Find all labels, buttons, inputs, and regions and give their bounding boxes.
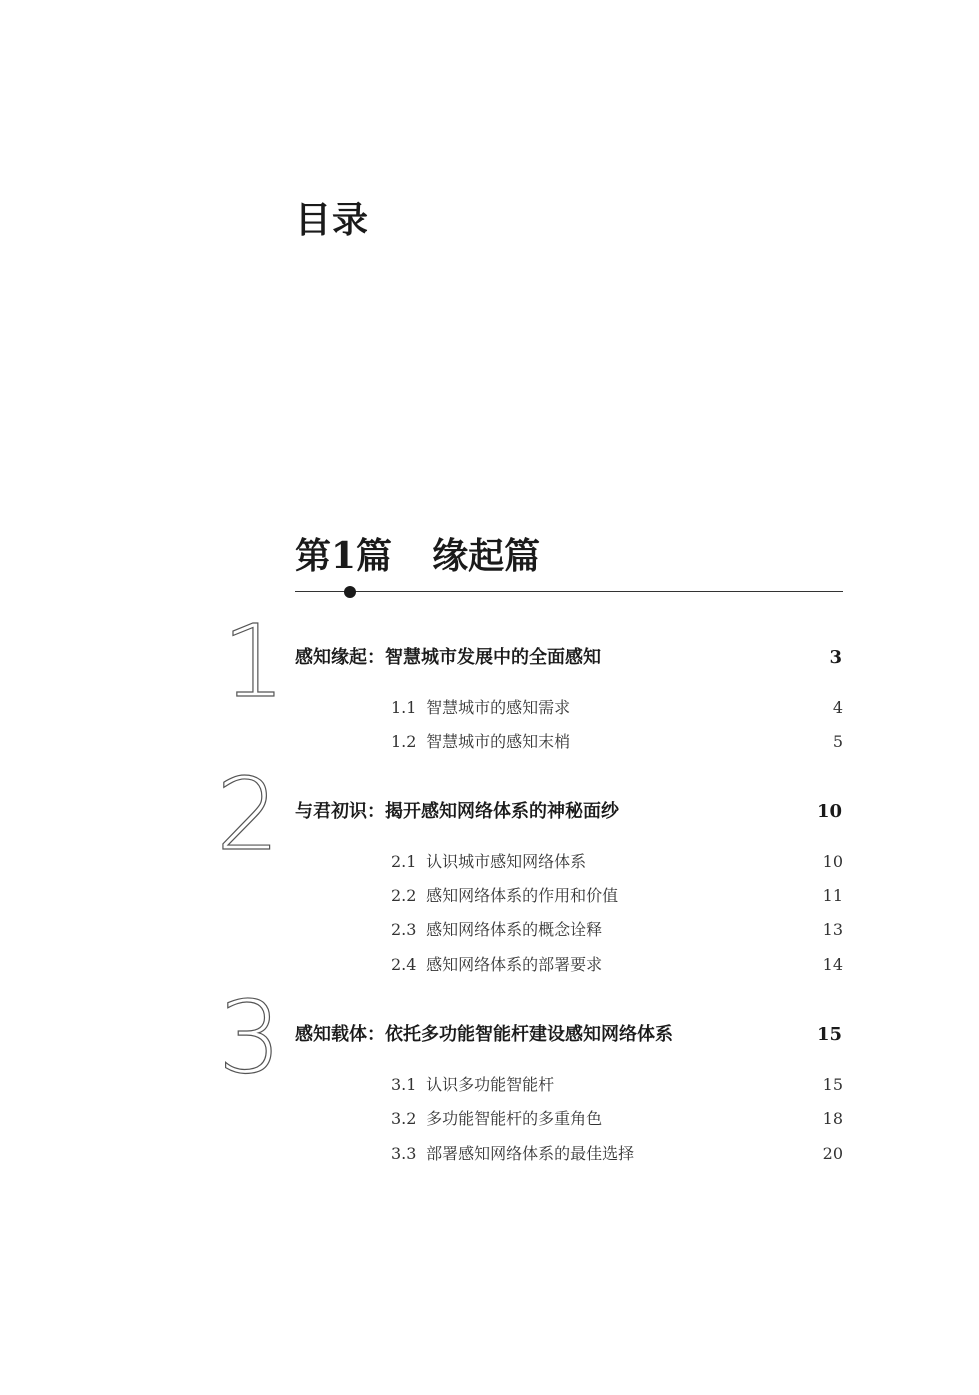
section-label: 感知网络体系的概念诠释 xyxy=(426,920,603,939)
part-divider-line xyxy=(295,591,843,592)
section-number: 3.2 xyxy=(391,1109,417,1128)
toc-section-row[interactable] xyxy=(391,851,843,873)
toc-section-row[interactable] xyxy=(391,1074,843,1096)
chapter-numeral-2: 2 xyxy=(216,756,280,873)
section-number: 2.3 xyxy=(391,920,417,939)
section-number: 3.3 xyxy=(391,1144,417,1163)
toc-section-row[interactable] xyxy=(391,731,843,753)
section-number: 1.1 xyxy=(391,698,417,717)
part-divider-dot xyxy=(344,586,356,598)
toc-section-row[interactable] xyxy=(391,1143,843,1165)
section-number: 2.1 xyxy=(391,852,417,871)
section-label: 认识多功能智能杆 xyxy=(426,1075,555,1094)
section-number: 3.1 xyxy=(391,1075,417,1094)
section-number: 2.4 xyxy=(391,955,417,974)
section-label: 多功能智能杆的多重角色 xyxy=(426,1109,603,1128)
chapter-page-1: 3 xyxy=(829,647,842,668)
section-page: 11 xyxy=(822,886,843,905)
toc-section-row[interactable] xyxy=(391,1108,843,1130)
chapter-numeral-1: 1 xyxy=(222,603,286,720)
chapter-page-3: 15 xyxy=(816,1024,842,1045)
section-number: 2.2 xyxy=(391,886,417,905)
section-page: 13 xyxy=(822,920,843,939)
section-label: 智慧城市的感知末梢 xyxy=(426,732,571,751)
section-label: 认识城市感知网络体系 xyxy=(426,852,587,871)
section-page: 18 xyxy=(822,1109,843,1128)
section-label: 感知网络体系的作用和价值 xyxy=(426,886,619,905)
toc-section-row[interactable] xyxy=(391,954,843,976)
chapter-title-2[interactable]: 与君初识：揭开感知网络体系的神秘面纱 xyxy=(295,801,619,822)
part-title: 缘起篇 xyxy=(432,535,541,577)
chapter-numeral-3: 3 xyxy=(218,979,282,1096)
section-label: 部署感知网络体系的最佳选择 xyxy=(426,1144,635,1163)
section-page: 15 xyxy=(822,1075,843,1094)
chapter-page-2: 10 xyxy=(816,801,842,822)
section-number: 1.2 xyxy=(391,732,417,751)
section-label: 感知网络体系的部署要求 xyxy=(426,955,603,974)
section-page: 5 xyxy=(832,732,843,751)
toc-section-row[interactable] xyxy=(391,919,843,941)
section-page: 4 xyxy=(832,698,843,717)
chapter-title-3[interactable]: 感知载体：依托多功能智能杆建设感知网络体系 xyxy=(295,1024,673,1045)
section-page: 20 xyxy=(822,1144,843,1163)
chapter-title-1[interactable]: 感知缘起：智慧城市发展中的全面感知 xyxy=(295,647,601,668)
toc-section-row[interactable] xyxy=(391,885,843,907)
part-heading xyxy=(295,533,540,579)
toc-section-row[interactable] xyxy=(391,697,843,719)
section-page: 14 xyxy=(822,955,843,974)
section-page: 10 xyxy=(822,852,843,871)
page-title: 目录 xyxy=(295,199,370,241)
section-label: 智慧城市的感知需求 xyxy=(426,698,571,717)
part-number: 第1篇 xyxy=(295,535,393,577)
